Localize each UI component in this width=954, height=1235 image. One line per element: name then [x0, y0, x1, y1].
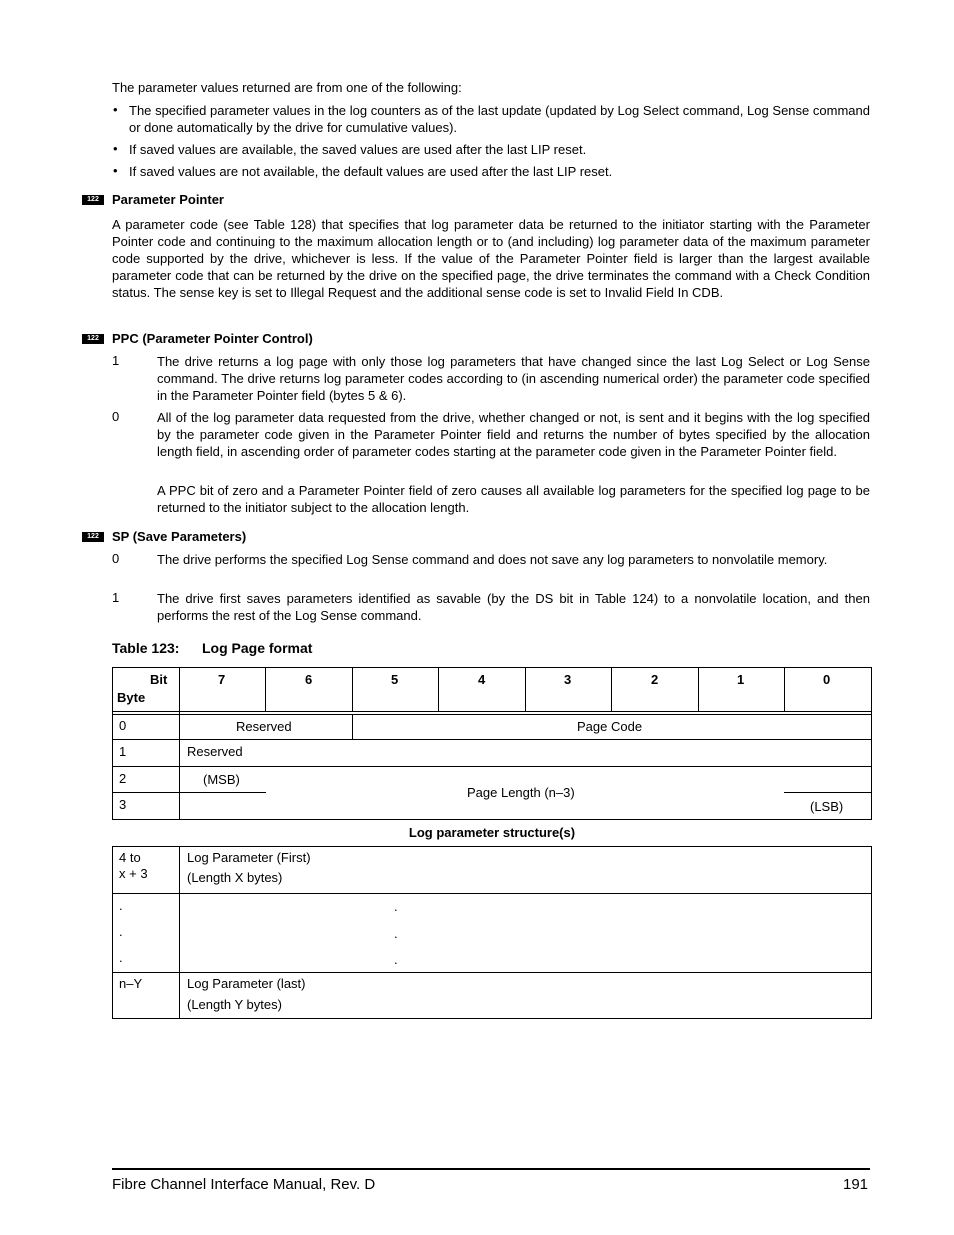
ellipsis-dot: .: [119, 950, 123, 965]
byte-number: 1: [119, 744, 127, 759]
bit-header: 4: [478, 672, 486, 687]
ellipsis-dot: .: [119, 898, 123, 913]
msb-label: (MSB): [203, 772, 240, 787]
ellipsis-dot: .: [394, 926, 398, 941]
table-caption-title: Log Page format: [202, 640, 313, 656]
log-parameter-first: Log Parameter (First): [187, 850, 311, 865]
byte-number: n–Y: [119, 976, 143, 991]
reserved-field: Reserved: [187, 744, 243, 759]
sp-item-number: 0: [112, 551, 120, 566]
bullet-item: If saved values are available, the saved values are used after the last LIP reset.: [129, 142, 587, 157]
ppc-item-number: 1: [112, 353, 120, 368]
intro-text: The parameter values returned are from one of the following:: [112, 80, 462, 95]
byte-number: x + 3: [119, 866, 148, 881]
byte-number: 0: [119, 718, 127, 733]
bullet-marker: •: [113, 102, 118, 117]
ppc-item-number: 0: [112, 409, 120, 424]
page-number: 191: [843, 1176, 869, 1193]
byte-number: 2: [119, 771, 127, 786]
ppc-item-text: The drive returns a log page with only those log parameters that have changed since the last Log Select or Log Sense command. The drive returns log parameter codes according to (in ascending numerical order) the parameter code specified in the Parameter Pointer field (bytes 5 & 6).: [157, 354, 870, 403]
ppc-note: A PPC bit of zero and a Parameter Pointer field of zero causes all available log parameters for the specified log page to be returned to the initiator subject to the allocation length.: [157, 483, 870, 515]
bit-header: 2: [651, 672, 659, 687]
section-heading-parameter-pointer: Parameter Pointer: [112, 192, 224, 207]
footer-rule: [112, 1168, 870, 1170]
bit-header: 0: [823, 672, 831, 687]
bit-header: 5: [391, 672, 399, 687]
bit-header: 7: [218, 672, 226, 687]
bit-header: 1: [737, 672, 745, 687]
byte-label: Byte: [117, 690, 146, 705]
sp-item-text: The drive performs the specified Log Sense command and does not save any log parameters to nonvolatile memory.: [157, 552, 828, 567]
lsb-label: (LSB): [810, 799, 844, 814]
ellipsis-dot: .: [394, 952, 398, 967]
bullet-marker: •: [113, 141, 118, 156]
section-heading-ppc: PPC (Parameter Pointer Control): [112, 331, 313, 346]
page-length-field: Page Length (n–3): [467, 785, 575, 800]
reference-tag: 122: [82, 334, 104, 344]
bit-label: Bit: [150, 672, 168, 687]
bullet-item: The specified parameter values in the log counters as of the last update (updated by Log Select command, Log Sense command or done automatically by the drive for cumulative values).: [129, 103, 870, 135]
log-parameter-last: Log Parameter (last): [187, 976, 306, 991]
ellipsis-dot: .: [394, 899, 398, 914]
reference-tag: 122: [82, 195, 104, 205]
byte-number: 3: [119, 797, 127, 812]
log-parameter-last-length: (Length Y bytes): [187, 997, 282, 1012]
reference-tag: 122: [82, 532, 104, 542]
ellipsis-dot: .: [119, 924, 123, 939]
log-parameter-structure-label: Log parameter structure(s): [408, 825, 576, 840]
sp-item-number: 1: [112, 590, 120, 605]
bit-header: 3: [564, 672, 572, 687]
page-code-field: Page Code: [577, 719, 643, 734]
bullet-marker: •: [113, 163, 118, 178]
byte-number: 4 to: [119, 850, 141, 865]
footer-title: Fibre Channel Interface Manual, Rev. D: [112, 1176, 376, 1193]
sp-item-text: The drive first saves parameters identified as savable (by the DS bit in Table 124) to a nonvolatile location, and then performs the rest of the Log Sense command.: [157, 591, 870, 623]
table-caption-number: Table 123:: [112, 640, 180, 656]
parameter-pointer-body: A parameter code (see Table 128) that specifies that log parameter data be returned to the initiator starting with the Parameter Pointer code and continuing to the maximum allocation length or to (and including) log parameter data of the maximum parameter code supported by the drive, whichever is less. If the value of the Parameter Pointer field is larger than the largest available parameter code that can be returned by the drive on the specified page, the drive terminates the command with a Check Condition status. The sense key is set to Illegal Request and the additional sense code is set to Invalid Field In CDB.: [112, 217, 870, 300]
log-parameter-first-length: (Length X bytes): [187, 870, 283, 885]
bit-header: 6: [305, 672, 313, 687]
section-heading-sp: SP (Save Parameters): [112, 529, 247, 544]
ppc-item-text: All of the log parameter data requested from the drive, whether changed or not, is sent and it begins with the log specified by the parameter code given in the Parameter Pointer field and returns the number of bytes specified by the allocation length field, in ascending order of parameter codes starting at the parameter code given in the Parameter Pointer field.: [157, 410, 870, 459]
reserved-field: Reserved: [236, 719, 292, 734]
bullet-item: If saved values are not available, the default values are used after the last LIP reset.: [129, 164, 613, 179]
